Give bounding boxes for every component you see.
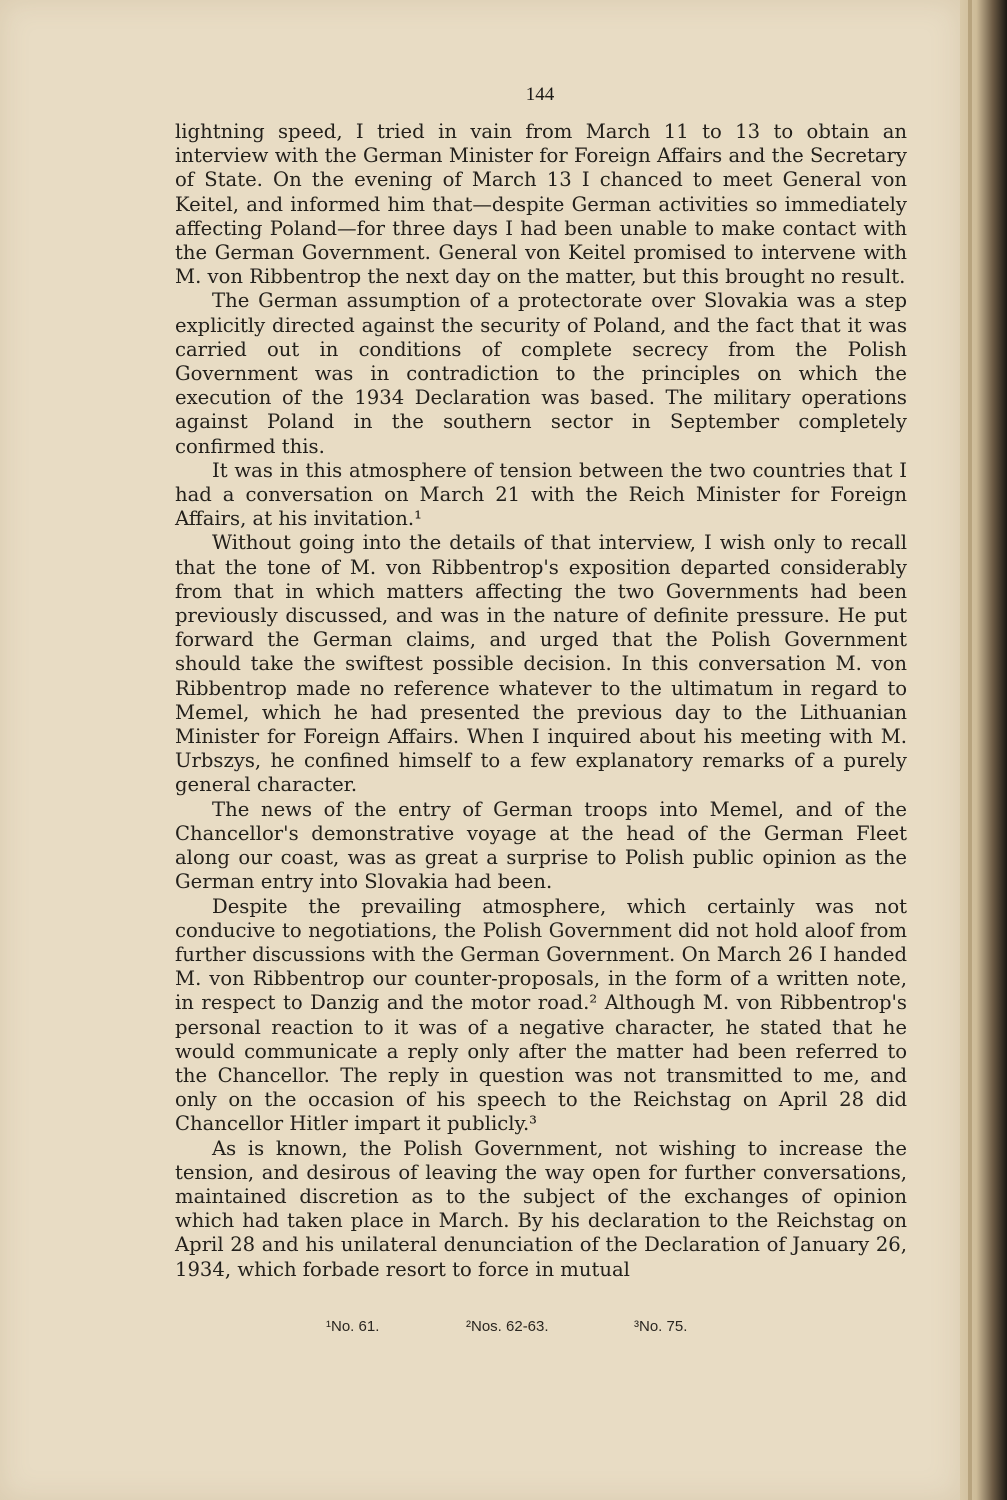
footnotes [326, 1318, 776, 1335]
paragraph-3: It was in this atmosphere of tension between the two countries that I had a conversation on March 21 with the Reich Minister for Foreign Affairs, at his invitation.¹ [175, 458, 907, 531]
paragraph-2: The German assumption of a protectorate over Slovakia was a step explicitly directed against the security of Poland, and the fact that it was carried out in conditions of complete secrecy from the Polish Government was in contradiction to the principles on which the execution of the 1934 Declaration was based. The military operations against Poland in the southern sector in September completely confirmed this. [175, 289, 907, 458]
page-number: 144 [525, 84, 555, 105]
paragraph-6: Despite the prevailing atmosphere, which certainly was not conducive to negotiations, the Polish Government did not hold aloof from further discussions with the German Government. On March 26 I handed M. von Ribbentrop our counter-proposals, in the form of a written note, in respect to Danzig and the motor road.² Although M. von Ribbentrop's personal reaction to it was of a negative character, he stated that he would communicate a reply only after the matter had been referred to the Chancellor. The reply in question was not transmitted to me, and only on the occasion of his speech to the Reichstag on April 28 did Chancellor Hitler impart it publicly.³ [175, 894, 907, 1136]
paragraph-5: The news of the entry of German troops into Memel, and of the Chancellor's demonstrative voyage at the head of the German Fleet along our coast, was as great a surprise to Polish public opinion as the German entry into Slovakia had been. [175, 797, 907, 894]
paragraph-4: Without going into the details of that interview, I wish only to recall that the tone of M. von Ribbentrop's exposition departed considerably from that in which matters affecting the two Governments had been previously discussed, and was in the nature of definite pressure. He put forward the German claims, and urged that the Polish Government should take the swiftest possible decision. In this conversation M. von Ribbentrop made no reference whatever to the ultimatum in regard to Memel, which he had presented the previous day to the Lithuanian Minister for Foreign Affairs. When I inquired about his meeting with M. Urbszys, he confined himself to a few explanatory remarks of a purely general character. [175, 531, 907, 797]
body-text [175, 120, 907, 1282]
paragraph-1: lightning speed, I tried in vain from March 11 to 13 to obtain an interview with the German Minister for Foreign Affairs and the Secretary of State. On the evening of March 13 I chanced to meet General von Keitel, and informed him that—despite German activities so immediately affecting Poland—for three days I had been unable to make contact with the German Government. General von Keitel promised to intervene with M. von Ribbentrop the next day on the matter, but this brought no result. [175, 120, 907, 289]
page-edge [968, 0, 972, 1500]
footnote-3: ³No. 75. [634, 1318, 688, 1335]
footnote-1: ¹No. 61. [326, 1318, 380, 1335]
paragraph-7: As is known, the Polish Government, not wishing to increase the tension, and desirous of leaving the way open for further conversations, maintained discretion as to the subject of the exchanges of opinion which had taken place in March. By his declaration to the Reichstag on April 28 and his unilateral denunciation of the Declaration of January 26, 1934, which forbade resort to force in mutual [175, 1136, 907, 1281]
footnote-2: ²Nos. 62-63. [466, 1318, 549, 1335]
